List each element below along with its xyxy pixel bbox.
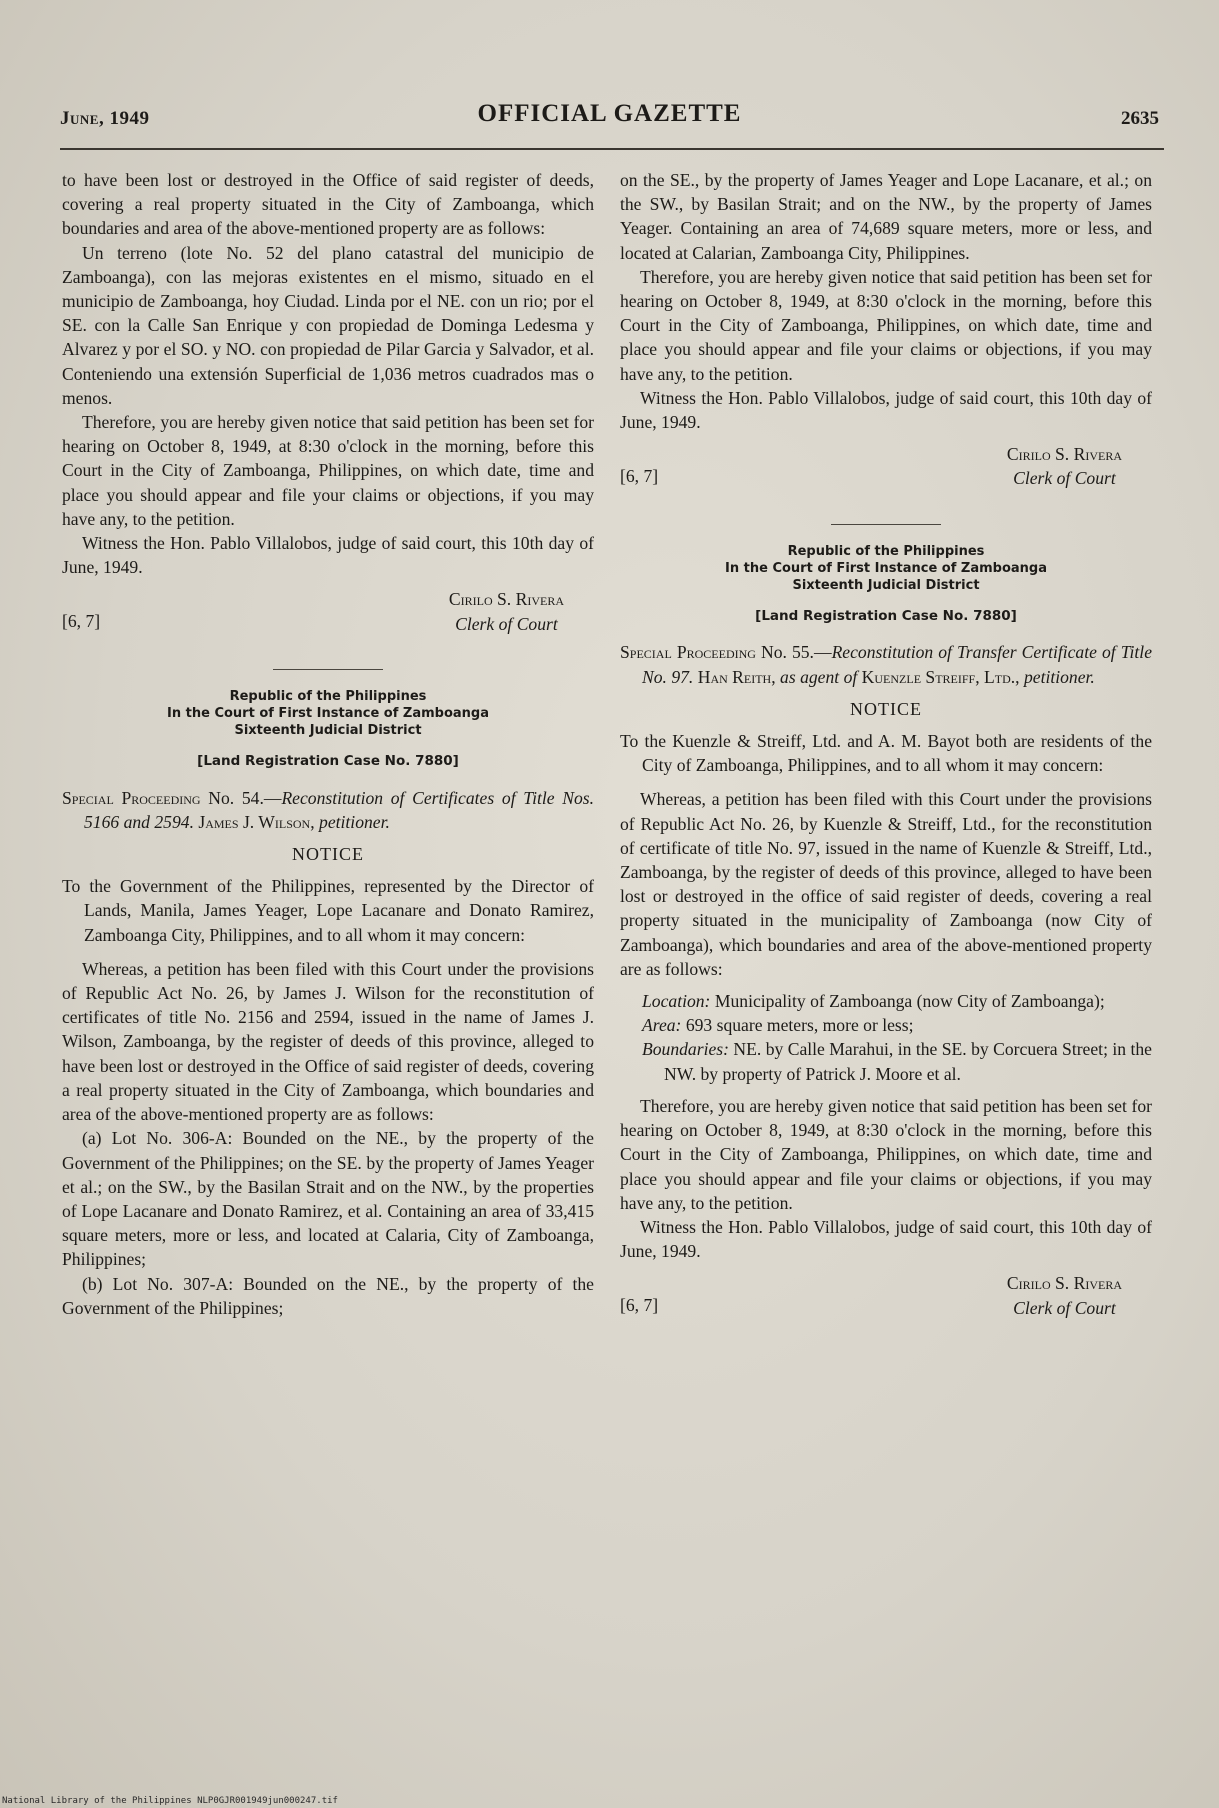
court-heading-line2: In the Court of First Instance of Zamboanga <box>167 706 489 722</box>
signatory-role: Clerk of Court <box>1013 1297 1116 1318</box>
proceeding-label: Special Proceeding <box>62 787 201 808</box>
publication-title: OFFICIAL GAZETTE <box>477 100 742 127</box>
agent-label: as agent of <box>780 666 858 687</box>
court-heading-line2: In the Court of First Instance of Zamboanga <box>725 561 1047 577</box>
notice-addressees: To the Government of the Philippines, represented by the Director of Lands, Manila, James Yeager, Lope Lacanare and Donato Ramirez, Zamboanga City, Philippines, and to all whom it may concern: <box>62 876 594 945</box>
issue-date: [6, 7] <box>62 611 101 632</box>
proceeding-label: Special Proceeding <box>620 642 756 663</box>
witness-line: Witness the Hon. Pablo Villalobos, judge of said court, this 10th day of June, 1949. <box>620 387 1152 433</box>
scan-source-footer: National Library of the Philippines NLP0GJR001949jun000247.tif <box>2 1796 338 1806</box>
header-rule <box>60 148 1164 150</box>
right-column <box>620 168 1152 1331</box>
page-header <box>60 100 1159 140</box>
signature-block <box>620 442 1152 502</box>
section-divider <box>831 524 941 525</box>
signatory <box>1007 1271 1122 1319</box>
spanish-description: Un terreno (lote No. 52 del plano catastral del municipio de Zamboanga), con las mejoras existentes en el mismo, situado en el municipio de Zamboanga, hoy Ciudad. Linda por el NE. con un rio; por el SE. con la Calle San Enrique y con propiedad de Dominga Ledesma y Alvarez y por el SO. y NO. con propiedad de Pilar Garcia y Salvador, et al. Conteniendo una extensión Superficial de 1,036 metros cuadrados mas o menos. <box>62 242 594 408</box>
signatory-role: Clerk of Court <box>455 613 558 634</box>
signature-block-2 <box>620 1271 1152 1331</box>
proceeding-number: No. 54.— <box>208 787 282 808</box>
court-heading <box>620 543 1152 594</box>
court-heading-line3: Sixteenth Judicial District <box>234 723 422 739</box>
signatory-role: Clerk of Court <box>1013 468 1116 489</box>
lot-b-description: (b) Lot No. 307-A: Bounded on the NE., by the property of the Government of the Philippines; <box>62 1273 594 1318</box>
notice-heading: NOTICE <box>850 698 922 719</box>
witness-line-2: Witness the Hon. Pablo Villalobos, judge of said court, this 10th day of June, 1949. <box>620 1216 1152 1262</box>
notice-heading: NOTICE <box>292 844 364 865</box>
boundaries-value: NE. by Calle Marahui, in the SE. by Corcuera Street; in the NW. by property of Patrick J. Moore et al. <box>664 1039 1152 1084</box>
header-date: June, 1949 <box>60 108 150 129</box>
petitioner-name: Han Reith, <box>697 666 776 687</box>
location-item <box>620 989 1152 1013</box>
proceeding-title: Reconstitution of Transfer Certificate of Title No. 97. <box>642 642 1153 687</box>
petitioner-name: James J. Wilson, <box>198 811 315 832</box>
proceeding-caption <box>620 640 1152 688</box>
hearing-notice: Therefore, you are hereby given notice that said petition has been set for hearing on October 8, 1949, at 8:30 o'clock in the morning, before this Court in the City of Zamboanga, Philippines, on which date, time and place you should appear and file your claims or objections, if you may have any, to the petition. <box>62 412 594 529</box>
whereas-paragraph: Whereas, a petition has been filed with this Court under the provisions of Republic Act No. 26, by Kuenzle & Streiff, Ltd., for the reconstitution of certificate of title No. 97, issued in the name of Kuenzle & Streiff, Ltd., Zamboanga, by the register of deeds of this province, alleged to have been lost or destroyed in the office of said register of deeds, covering a real property situated in the municipality of Zamboanga (now City of Zamboanga), which boundaries and area of the above-mentioned property are as follows: <box>620 789 1152 979</box>
page-number: 2635 <box>1121 108 1159 129</box>
signature-block <box>62 587 594 647</box>
section-divider <box>273 669 383 670</box>
boundaries-label: Boundaries: <box>642 1039 729 1060</box>
area-value: 693 square meters, more or less; <box>685 1015 914 1036</box>
continued-paragraph: on the SE., by the property of James Yeager and Lope Lacanare, et al.; on the SW., by Basilan Strait; and on the NW., by the property of James Yeager. Containing an area of 74,689 square meters, more or less, and located at Calarian, Zamboanga City, Philippines. <box>620 170 1152 263</box>
signatory-name: Cirilo S. Rivera <box>448 589 564 610</box>
witness-line: Witness the Hon. Pablo Villalobos, judge of said court, this 10th day of June, 1949. <box>62 533 594 578</box>
hearing-notice-2: Therefore, you are hereby given notice that said petition has been set for hearing on October 8, 1949, at 8:30 o'clock in the morning, before this Court in the City of Zamboanga, Philippines, on which date, time and place you should appear and file your claims or objections, if you may have any, to the petition. <box>620 1095 1152 1213</box>
petitioner-label: petitioner. <box>1023 666 1095 687</box>
left-column <box>62 168 594 1320</box>
petitioner-label: petitioner. <box>319 811 390 832</box>
continued-paragraph: to have been lost or destroyed in the Office of said register of deeds, covering a real property situated in the City of Zamboanga, which boundaries and area of the above-mentioned property are as follows: <box>62 170 594 239</box>
court-heading-line1: Republic of the Philippines <box>787 544 985 560</box>
area-item <box>620 1013 1152 1037</box>
notice-addressees: To the Kuenzle & Streiff, Ltd. and A. M. Bayot both are residents of the City of Zamboanga, Philippines, and to all whom it may concern: <box>620 731 1152 776</box>
principal-name: Kuenzle Streiff, Ltd., <box>861 666 1020 687</box>
issue-date: [6, 7] <box>620 1295 659 1316</box>
court-heading <box>62 688 594 739</box>
proceeding-title: Reconstitution of Certificates of Title Nos. 5166 and 2594. <box>84 787 594 832</box>
area-label: Area: <box>642 1015 682 1036</box>
lot-a-description: (a) Lot No. 306-A: Bounded on the NE., by the property of the Government of the Philippines; on the SE. by the property of James Yeager et al.; on the SW., by the Basilan Strait and on the NW., by the properties of Lope Lacanare and Donato Ramirez, et al. Containing an area of 33,415 square meters, more or less, and located at Calaria, City of Zamboanga, Philippines; <box>62 1128 594 1270</box>
court-heading-line1: Republic of the Philippines <box>229 689 427 705</box>
signatory-name: Cirilo S. Rivera <box>1006 1273 1122 1294</box>
court-heading-line3: Sixteenth Judicial District <box>792 578 980 594</box>
issue-date: [6, 7] <box>620 466 659 487</box>
case-number: [Land Registration Case No. 7880] <box>755 608 1017 625</box>
case-number: [Land Registration Case No. 7880] <box>197 753 459 770</box>
location-label: Location: <box>642 991 711 1012</box>
signatory <box>1007 442 1122 490</box>
proceeding-caption <box>62 786 594 834</box>
boundaries-item <box>620 1037 1152 1085</box>
property-details <box>620 989 1152 1086</box>
proceeding-number: No. 55.— <box>761 642 832 663</box>
location-value: Municipality of Zamboanga (now City of Zamboanga); <box>714 991 1105 1012</box>
signatory-name: Cirilo S. Rivera <box>1006 444 1122 465</box>
hearing-notice: Therefore, you are hereby given notice that said petition has been set for hearing on October 8, 1949, at 8:30 o'clock in the morning, before this Court in the City of Zamboanga, Philippines, on which date, time and place you should appear and file your claims or objections, if you may have any, to the petition. <box>620 266 1152 384</box>
signatory <box>449 587 564 635</box>
whereas-paragraph: Whereas, a petition has been filed with this Court under the provisions of Republic Act No. 26, by James J. Wilson for the reconstitution of certificates of title No. 2156 and 2594, issued in the name of James J. Wilson, Zamboanga, by the register of deeds of this province, alleged to have been lost or destroyed in the Office of said register of deeds, covering a real property situated in the City of Zamboanga, which boundaries and area of the above-mentioned property are as follows: <box>62 958 594 1125</box>
